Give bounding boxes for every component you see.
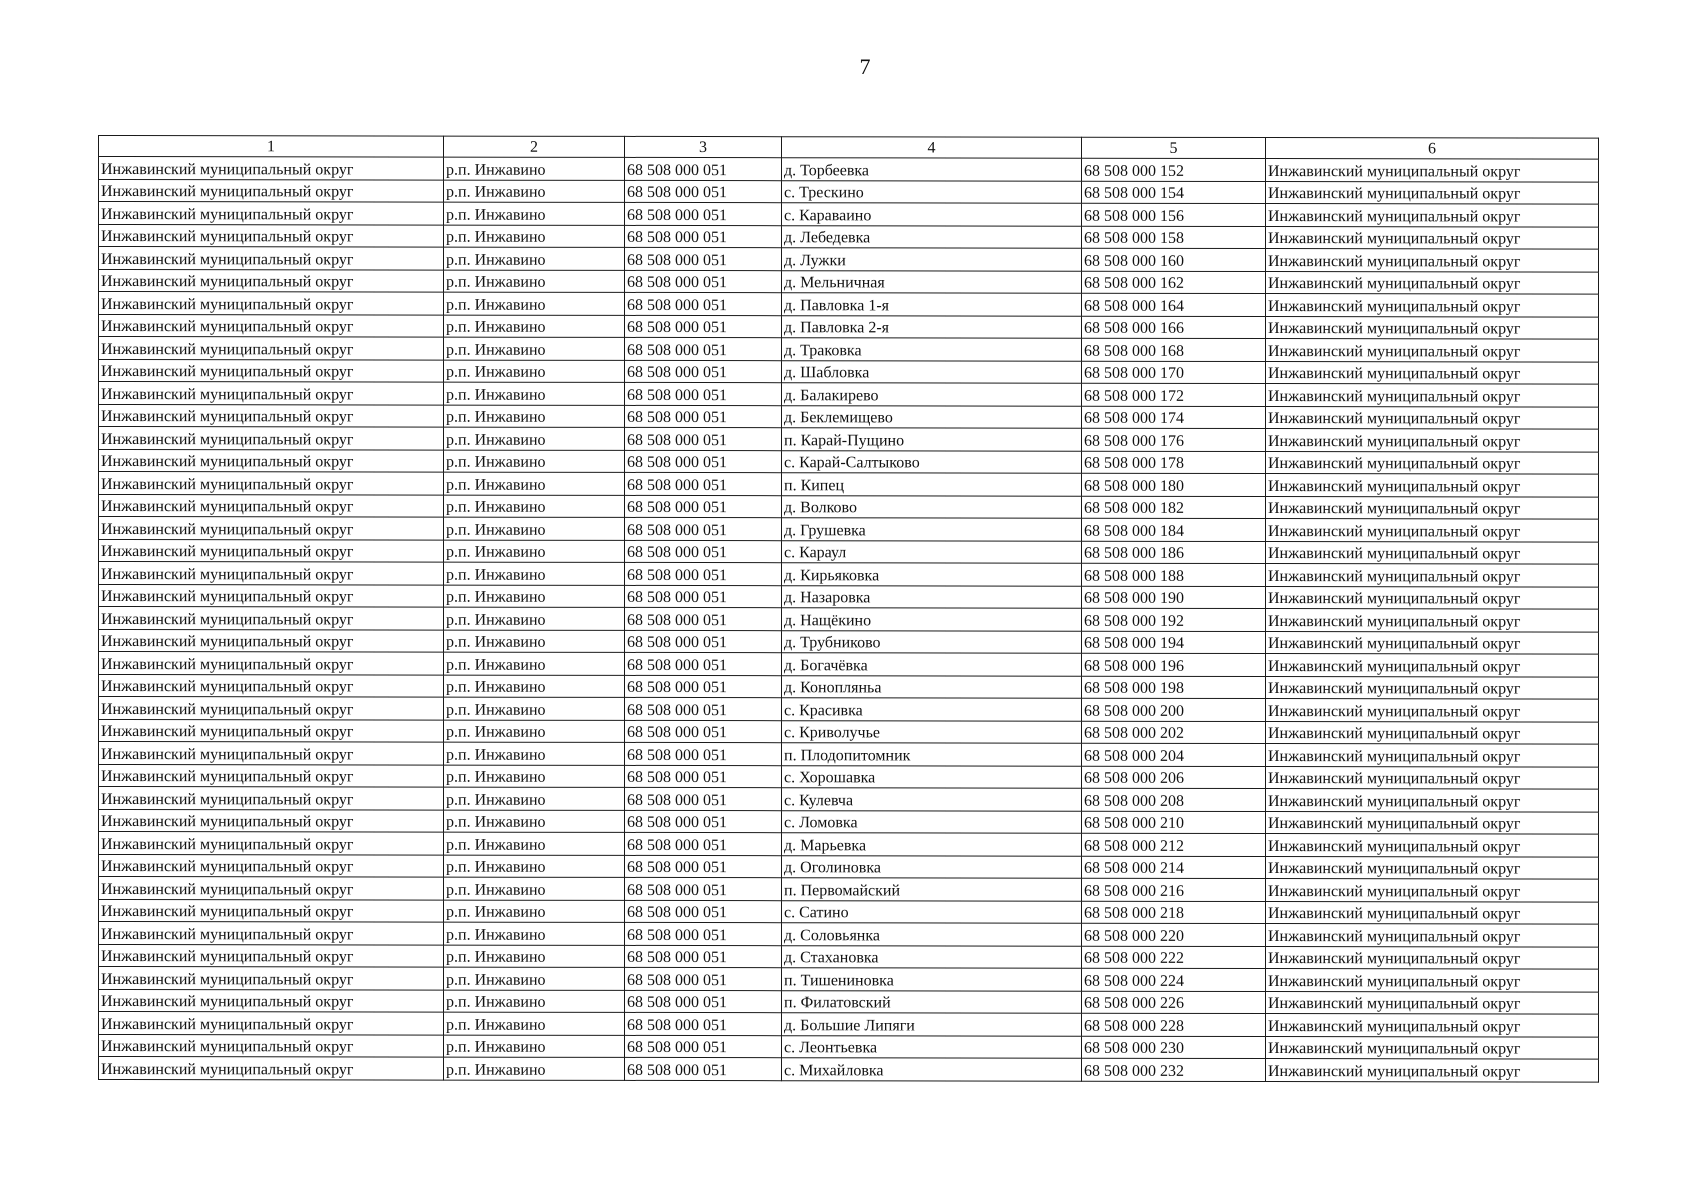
locality-cell: с. Карай-Салтыково xyxy=(782,450,1082,473)
municipal-district-cell: Инжавинский муниципальный округ xyxy=(99,584,444,607)
locality-code-cell: 68 508 000 204 xyxy=(1082,743,1266,766)
district-cell: Инжавинский муниципальный округ xyxy=(1266,924,1599,947)
municipal-district-cell: Инжавинский муниципальный округ xyxy=(99,539,444,562)
district-cell: Инжавинский муниципальный округ xyxy=(1266,339,1599,362)
municipal-district-cell: Инжавинский муниципальный округ xyxy=(99,247,444,270)
settlement-cell: р.п. Инжавино xyxy=(444,720,625,743)
locality-code-cell: 68 508 000 230 xyxy=(1082,1036,1266,1059)
locality-cell: д. Волково xyxy=(782,495,1082,518)
settlement-code-cell: 68 508 000 051 xyxy=(625,832,782,855)
municipal-district-cell: Инжавинский муниципальный округ xyxy=(99,854,444,877)
locality-cell: п. Тишениновка xyxy=(782,968,1082,991)
locality-cell: д. Павловка 2-я xyxy=(782,315,1082,338)
locality-code-cell: 68 508 000 186 xyxy=(1082,541,1266,564)
settlement-cell: р.п. Инжавино xyxy=(444,292,625,315)
locality-code-cell: 68 508 000 194 xyxy=(1082,631,1266,654)
locality-cell: с. Трескино xyxy=(782,180,1082,203)
table-row xyxy=(99,1012,1599,1037)
municipal-district-cell: Инжавинский муниципальный округ xyxy=(99,742,444,765)
settlement-cell: р.п. Инжавино xyxy=(444,270,625,293)
table-row xyxy=(99,809,1599,834)
locality-cell: д. Конопляньа xyxy=(782,675,1082,698)
settlement-cell: р.п. Инжавино xyxy=(444,607,625,630)
locality-cell: д. Лебедевка xyxy=(782,225,1082,248)
table-row xyxy=(99,944,1599,969)
settlement-cell: р.п. Инжавино xyxy=(444,427,625,450)
locality-cell: д. Марьевка xyxy=(782,833,1082,856)
settlement-code-cell: 68 508 000 051 xyxy=(625,292,782,315)
settlement-cell: р.п. Инжавино xyxy=(444,540,625,563)
table-row xyxy=(99,742,1599,767)
locality-cell: д. Грушевка xyxy=(782,518,1082,541)
table-row xyxy=(99,719,1599,744)
table-row xyxy=(99,427,1599,452)
settlement-code-cell: 68 508 000 051 xyxy=(625,337,782,360)
column-header-2: 2 xyxy=(444,136,625,157)
district-cell: Инжавинский муниципальный округ xyxy=(1266,406,1599,429)
district-cell: Инжавинский муниципальный округ xyxy=(1266,249,1599,272)
locality-cell: д. Большие Липяги xyxy=(782,1013,1082,1036)
table-row xyxy=(99,472,1599,497)
locality-code-cell: 68 508 000 180 xyxy=(1082,473,1266,496)
header-row xyxy=(99,136,1599,160)
settlement-code-cell: 68 508 000 051 xyxy=(625,472,782,495)
district-cell: Инжавинский муниципальный округ xyxy=(1266,564,1599,587)
locality-cell: п. Карай-Пущино xyxy=(782,428,1082,451)
locality-cell: с. Криволучье xyxy=(782,720,1082,743)
municipal-district-cell: Инжавинский муниципальный округ xyxy=(99,517,444,540)
locality-cell: д. Беклемищево xyxy=(782,405,1082,428)
district-cell: Инжавинский муниципальный округ xyxy=(1266,946,1599,969)
district-cell: Инжавинский муниципальный округ xyxy=(1266,676,1599,699)
municipal-district-cell: Инжавинский муниципальный округ xyxy=(99,989,444,1012)
district-cell: Инжавинский муниципальный округ xyxy=(1266,811,1599,834)
table-row xyxy=(99,1057,1599,1082)
settlement-cell: р.п. Инжавино xyxy=(444,247,625,270)
locality-code-cell: 68 508 000 158 xyxy=(1082,226,1266,249)
settlement-code-cell: 68 508 000 051 xyxy=(625,630,782,653)
locality-code-cell: 68 508 000 156 xyxy=(1082,203,1266,226)
settlement-code-cell: 68 508 000 051 xyxy=(625,517,782,540)
locality-code-cell: 68 508 000 202 xyxy=(1082,721,1266,744)
municipal-district-cell: Инжавинский муниципальный округ xyxy=(99,674,444,697)
municipal-district-cell: Инжавинский муниципальный округ xyxy=(99,1012,444,1035)
district-cell: Инжавинский муниципальный округ xyxy=(1266,1059,1599,1082)
district-cell: Инжавинский муниципальный округ xyxy=(1266,204,1599,227)
table-row xyxy=(99,314,1599,339)
settlement-code-cell: 68 508 000 051 xyxy=(625,675,782,698)
table-row xyxy=(99,899,1599,924)
column-header-4: 4 xyxy=(782,137,1082,159)
column-header-1: 1 xyxy=(99,136,444,158)
table-row xyxy=(99,989,1599,1014)
table-row xyxy=(99,202,1599,227)
table-row xyxy=(99,157,1599,182)
locality-cell: с. Кулевча xyxy=(782,788,1082,811)
settlement-cell: р.п. Инжавино xyxy=(444,562,625,585)
locality-code-cell: 68 508 000 214 xyxy=(1082,856,1266,879)
table-row xyxy=(99,697,1599,722)
municipal-district-cell: Инжавинский муниципальный округ xyxy=(99,967,444,990)
locality-code-cell: 68 508 000 208 xyxy=(1082,788,1266,811)
district-cell: Инжавинский муниципальный округ xyxy=(1266,1036,1599,1059)
locality-code-cell: 68 508 000 164 xyxy=(1082,293,1266,316)
settlement-code-cell: 68 508 000 051 xyxy=(625,405,782,428)
table-row xyxy=(99,584,1599,609)
municipal-district-cell: Инжавинский муниципальный округ xyxy=(99,314,444,337)
district-cell: Инжавинский муниципальный округ xyxy=(1266,856,1599,879)
settlement-code-cell: 68 508 000 051 xyxy=(625,427,782,450)
settlement-code-cell: 68 508 000 051 xyxy=(625,1035,782,1058)
settlement-cell: р.п. Инжавино xyxy=(444,1012,625,1035)
table-header xyxy=(99,136,1599,160)
table-row xyxy=(99,247,1599,272)
district-cell: Инжавинский муниципальный округ xyxy=(1266,699,1599,722)
locality-code-cell: 68 508 000 170 xyxy=(1082,361,1266,384)
municipal-district-cell: Инжавинский муниципальный округ xyxy=(99,427,444,450)
settlement-code-cell: 68 508 000 051 xyxy=(625,157,782,180)
locality-code-cell: 68 508 000 184 xyxy=(1082,518,1266,541)
locality-cell: д. Мельничная xyxy=(782,270,1082,293)
district-cell: Инжавинский муниципальный округ xyxy=(1266,879,1599,902)
district-cell: Инжавинский муниципальный округ xyxy=(1266,834,1599,857)
district-cell: Инжавинский муниципальный округ xyxy=(1266,541,1599,564)
table-row xyxy=(99,539,1599,564)
settlement-cell: р.п. Инжавино xyxy=(444,315,625,338)
settlement-cell: р.п. Инжавино xyxy=(444,652,625,675)
settlement-code-cell: 68 508 000 051 xyxy=(625,900,782,923)
settlement-cell: р.п. Инжавино xyxy=(444,450,625,473)
table-row xyxy=(99,922,1599,947)
locality-cell: с. Ломовка xyxy=(782,810,1082,833)
table-row xyxy=(99,764,1599,789)
locality-cell: с. Хорошавка xyxy=(782,765,1082,788)
settlement-cell: р.п. Инжавино xyxy=(444,1035,625,1058)
settlement-code-cell: 68 508 000 051 xyxy=(625,540,782,563)
settlement-code-cell: 68 508 000 051 xyxy=(625,382,782,405)
table-row xyxy=(99,404,1599,429)
locality-cell: с. Красивка xyxy=(782,698,1082,721)
table-body xyxy=(99,157,1599,1082)
settlement-code-cell: 68 508 000 051 xyxy=(625,585,782,608)
table-row xyxy=(99,787,1599,812)
settlement-code-cell: 68 508 000 051 xyxy=(625,1012,782,1035)
locality-code-cell: 68 508 000 178 xyxy=(1082,451,1266,474)
locality-cell: д. Назаровка xyxy=(782,585,1082,608)
locality-cell: д. Торбеевка xyxy=(782,158,1082,181)
municipal-district-cell: Инжавинский муниципальный округ xyxy=(99,269,444,292)
settlement-code-cell: 68 508 000 051 xyxy=(625,562,782,585)
settlement-cell: р.п. Инжавино xyxy=(444,585,625,608)
district-cell: Инжавинский муниципальный округ xyxy=(1266,496,1599,519)
settlement-cell: р.п. Инжавино xyxy=(444,742,625,765)
municipal-district-cell: Инжавинский муниципальный округ xyxy=(99,449,444,472)
table-row xyxy=(99,607,1599,632)
table-row xyxy=(99,517,1599,542)
locality-code-cell: 68 508 000 206 xyxy=(1082,766,1266,789)
table-row xyxy=(99,269,1599,294)
locality-code-cell: 68 508 000 218 xyxy=(1082,901,1266,924)
municipal-district-cell: Инжавинский муниципальный округ xyxy=(99,607,444,630)
locality-cell: д. Богачёвка xyxy=(782,653,1082,676)
locality-code-cell: 68 508 000 182 xyxy=(1082,496,1266,519)
locality-code-cell: 68 508 000 152 xyxy=(1082,158,1266,181)
settlement-code-cell: 68 508 000 051 xyxy=(625,360,782,383)
settlement-cell: р.п. Инжавино xyxy=(444,697,625,720)
locality-code-cell: 68 508 000 226 xyxy=(1082,991,1266,1014)
district-cell: Инжавинский муниципальный округ xyxy=(1266,474,1599,497)
settlement-cell: р.п. Инжавино xyxy=(444,360,625,383)
locality-code-cell: 68 508 000 198 xyxy=(1082,676,1266,699)
locality-cell: д. Лужки xyxy=(782,248,1082,271)
district-cell: Инжавинский муниципальный округ xyxy=(1266,226,1599,249)
table-row xyxy=(99,877,1599,902)
settlement-cell: р.п. Инжавино xyxy=(444,180,625,203)
municipal-district-cell: Инжавинский муниципальный округ xyxy=(99,899,444,922)
settlement-cell: р.п. Инжавино xyxy=(444,202,625,225)
locality-cell: д. Кирьяковка xyxy=(782,563,1082,586)
municipal-district-cell: Инжавинский муниципальный округ xyxy=(99,944,444,967)
table-row xyxy=(99,629,1599,654)
settlement-cell: р.п. Инжавино xyxy=(444,472,625,495)
settlement-cell: р.п. Инжавино xyxy=(444,855,625,878)
locality-code-cell: 68 508 000 160 xyxy=(1082,248,1266,271)
settlement-code-cell: 68 508 000 051 xyxy=(625,810,782,833)
district-cell: Инжавинский муниципальный округ xyxy=(1266,654,1599,677)
municipal-district-cell: Инжавинский муниципальный округ xyxy=(99,787,444,810)
settlement-cell: р.п. Инжавино xyxy=(444,922,625,945)
settlement-cell: р.п. Инжавино xyxy=(444,517,625,540)
table-row xyxy=(99,382,1599,407)
municipal-district-cell: Инжавинский муниципальный округ xyxy=(99,359,444,382)
district-cell: Инжавинский муниципальный округ xyxy=(1266,721,1599,744)
settlement-cell: р.п. Инжавино xyxy=(444,945,625,968)
municipal-district-cell: Инжавинский муниципальный округ xyxy=(99,292,444,315)
municipal-district-cell: Инжавинский муниципальный округ xyxy=(99,764,444,787)
locality-cell: д. Стахановка xyxy=(782,945,1082,968)
locality-code-cell: 68 508 000 232 xyxy=(1082,1058,1266,1081)
settlement-code-cell: 68 508 000 051 xyxy=(625,877,782,900)
municipal-district-cell: Инжавинский муниципальный округ xyxy=(99,472,444,495)
municipal-district-cell: Инжавинский муниципальный округ xyxy=(99,877,444,900)
locality-cell: д. Нащёкино xyxy=(782,608,1082,631)
locality-code-cell: 68 508 000 166 xyxy=(1082,316,1266,339)
table-row xyxy=(99,359,1599,384)
settlement-code-cell: 68 508 000 051 xyxy=(625,765,782,788)
district-cell: Инжавинский муниципальный округ xyxy=(1266,429,1599,452)
settlement-code-cell: 68 508 000 051 xyxy=(625,990,782,1013)
table-row xyxy=(99,1034,1599,1059)
municipal-district-cell: Инжавинский муниципальный округ xyxy=(99,224,444,247)
municipal-district-cell: Инжавинский муниципальный округ xyxy=(99,179,444,202)
settlement-cell: р.п. Инжавино xyxy=(444,382,625,405)
settlement-code-cell: 68 508 000 051 xyxy=(625,652,782,675)
locality-code-cell: 68 508 000 224 xyxy=(1082,968,1266,991)
locality-cell: п. Филатовский xyxy=(782,990,1082,1013)
settlement-cell: р.п. Инжавино xyxy=(444,675,625,698)
district-cell: Инжавинский муниципальный округ xyxy=(1266,1014,1599,1037)
locality-code-cell: 68 508 000 174 xyxy=(1082,406,1266,429)
district-cell: Инжавинский муниципальный округ xyxy=(1266,271,1599,294)
municipal-district-cell: Инжавинский муниципальный округ xyxy=(99,832,444,855)
table-row xyxy=(99,832,1599,857)
settlement-code-cell: 68 508 000 051 xyxy=(625,922,782,945)
municipal-district-cell: Инжавинский муниципальный округ xyxy=(99,404,444,427)
settlement-code-cell: 68 508 000 051 xyxy=(625,787,782,810)
municipal-district-cell: Инжавинский муниципальный округ xyxy=(99,1034,444,1057)
settlement-code-cell: 68 508 000 051 xyxy=(625,742,782,765)
table-row xyxy=(99,494,1599,519)
settlement-cell: р.п. Инжавино xyxy=(444,337,625,360)
settlement-code-cell: 68 508 000 051 xyxy=(625,967,782,990)
district-cell: Инжавинский муниципальный округ xyxy=(1266,316,1599,339)
district-cell: Инжавинский муниципальный округ xyxy=(1266,361,1599,384)
municipal-district-cell: Инжавинский муниципальный округ xyxy=(99,157,444,180)
settlement-cell: р.п. Инжавино xyxy=(444,225,625,248)
settlement-code-cell: 68 508 000 051 xyxy=(625,450,782,473)
district-cell: Инжавинский муниципальный округ xyxy=(1266,609,1599,632)
column-header-6: 6 xyxy=(1266,138,1599,160)
locality-cell: п. Кипец xyxy=(782,473,1082,496)
district-cell: Инжавинский муниципальный округ xyxy=(1266,159,1599,182)
district-cell: Инжавинский муниципальный округ xyxy=(1266,789,1599,812)
locality-cell: с. Сатино xyxy=(782,900,1082,923)
settlement-cell: р.п. Инжавино xyxy=(444,157,625,180)
settlement-cell: р.п. Инжавино xyxy=(444,832,625,855)
locality-cell: п. Плодопитомник xyxy=(782,743,1082,766)
district-cell: Инжавинский муниципальный округ xyxy=(1266,451,1599,474)
district-cell: Инжавинский муниципальный округ xyxy=(1266,969,1599,992)
settlement-code-cell: 68 508 000 051 xyxy=(625,495,782,518)
locality-code-cell: 68 508 000 162 xyxy=(1082,271,1266,294)
settlement-cell: р.п. Инжавино xyxy=(444,495,625,518)
municipal-district-cell: Инжавинский муниципальный округ xyxy=(99,562,444,585)
table-row xyxy=(99,224,1599,249)
locality-cell: д. Трубниково xyxy=(782,630,1082,653)
settlement-cell: р.п. Инжавино xyxy=(444,967,625,990)
locality-cell: д. Оголиновка xyxy=(782,855,1082,878)
locality-code-cell: 68 508 000 212 xyxy=(1082,833,1266,856)
locality-cell: д. Шабловка xyxy=(782,360,1082,383)
locality-code-cell: 68 508 000 222 xyxy=(1082,946,1266,969)
municipal-district-cell: Инжавинский муниципальный округ xyxy=(99,652,444,675)
district-cell: Инжавинский муниципальный округ xyxy=(1266,766,1599,789)
table-row xyxy=(99,674,1599,699)
municipal-district-cell: Инжавинский муниципальный округ xyxy=(99,922,444,945)
column-header-3: 3 xyxy=(625,136,782,157)
locality-code-cell: 68 508 000 220 xyxy=(1082,923,1266,946)
municipal-district-cell: Инжавинский муниципальный округ xyxy=(99,809,444,832)
settlement-cell: р.п. Инжавино xyxy=(444,787,625,810)
locality-code-cell: 68 508 000 228 xyxy=(1082,1013,1266,1036)
district-cell: Инжавинский муниципальный округ xyxy=(1266,991,1599,1014)
locality-code-cell: 68 508 000 196 xyxy=(1082,653,1266,676)
locality-code-cell: 68 508 000 216 xyxy=(1082,878,1266,901)
district-cell: Инжавинский муниципальный округ xyxy=(1266,901,1599,924)
settlement-code-cell: 68 508 000 051 xyxy=(625,697,782,720)
municipal-district-cell: Инжавинский муниципальный округ xyxy=(99,1057,444,1080)
district-cell: Инжавинский муниципальный округ xyxy=(1266,519,1599,542)
municipal-district-cell: Инжавинский муниципальный округ xyxy=(99,337,444,360)
district-cell: Инжавинский муниципальный округ xyxy=(1266,586,1599,609)
locality-code-cell: 68 508 000 192 xyxy=(1082,608,1266,631)
table-row xyxy=(99,449,1599,474)
district-cell: Инжавинский муниципальный округ xyxy=(1266,744,1599,767)
settlement-code-cell: 68 508 000 051 xyxy=(625,225,782,248)
settlements-table xyxy=(98,135,1599,1082)
settlement-code-cell: 68 508 000 051 xyxy=(625,247,782,270)
settlement-code-cell: 68 508 000 051 xyxy=(625,202,782,225)
locality-code-cell: 68 508 000 210 xyxy=(1082,811,1266,834)
settlement-code-cell: 68 508 000 051 xyxy=(625,180,782,203)
settlement-cell: р.п. Инжавино xyxy=(444,900,625,923)
settlement-code-cell: 68 508 000 051 xyxy=(625,315,782,338)
locality-cell: д. Соловьянка xyxy=(782,923,1082,946)
locality-cell: с. Караваино xyxy=(782,203,1082,226)
settlement-code-cell: 68 508 000 051 xyxy=(625,720,782,743)
locality-code-cell: 68 508 000 188 xyxy=(1082,563,1266,586)
municipal-district-cell: Инжавинский муниципальный округ xyxy=(99,719,444,742)
locality-cell: д. Траковка xyxy=(782,338,1082,361)
locality-code-cell: 68 508 000 168 xyxy=(1082,338,1266,361)
settlement-cell: р.п. Инжавино xyxy=(444,990,625,1013)
settlement-cell: р.п. Инжавино xyxy=(444,1057,625,1080)
settlement-cell: р.п. Инжавино xyxy=(444,810,625,833)
municipal-district-cell: Инжавинский муниципальный округ xyxy=(99,629,444,652)
table-row xyxy=(99,179,1599,204)
locality-code-cell: 68 508 000 200 xyxy=(1082,698,1266,721)
locality-cell: п. Первомайский xyxy=(782,878,1082,901)
table-row xyxy=(99,337,1599,362)
table-row xyxy=(99,967,1599,992)
municipal-district-cell: Инжавинский муниципальный округ xyxy=(99,494,444,517)
locality-cell: с. Михайловка xyxy=(782,1058,1082,1081)
table-row xyxy=(99,854,1599,879)
municipal-district-cell: Инжавинский муниципальный округ xyxy=(99,202,444,225)
locality-cell: с. Леонтьевка xyxy=(782,1035,1082,1058)
table-row xyxy=(99,652,1599,677)
table-row xyxy=(99,292,1599,317)
page-number: 7 xyxy=(859,54,871,79)
locality-code-cell: 68 508 000 172 xyxy=(1082,383,1266,406)
settlement-code-cell: 68 508 000 051 xyxy=(625,1057,782,1080)
settlement-code-cell: 68 508 000 051 xyxy=(625,855,782,878)
municipal-district-cell: Инжавинский муниципальный округ xyxy=(99,697,444,720)
settlement-code-cell: 68 508 000 051 xyxy=(625,607,782,630)
settlement-cell: р.п. Инжавино xyxy=(444,630,625,653)
locality-code-cell: 68 508 000 190 xyxy=(1082,586,1266,609)
settlement-code-cell: 68 508 000 051 xyxy=(625,945,782,968)
column-header-5: 5 xyxy=(1082,137,1266,158)
settlement-cell: р.п. Инжавино xyxy=(444,405,625,428)
settlement-cell: р.п. Инжавино xyxy=(444,765,625,788)
locality-code-cell: 68 508 000 176 xyxy=(1082,428,1266,451)
locality-cell: д. Павловка 1-я xyxy=(782,293,1082,316)
locality-cell: с. Караул xyxy=(782,540,1082,563)
district-cell: Инжавинский муниципальный округ xyxy=(1266,181,1599,204)
locality-cell: д. Балакирево xyxy=(782,383,1082,406)
district-cell: Инжавинский муниципальный округ xyxy=(1266,294,1599,317)
locality-code-cell: 68 508 000 154 xyxy=(1082,181,1266,204)
settlement-code-cell: 68 508 000 051 xyxy=(625,270,782,293)
table-row xyxy=(99,562,1599,587)
settlement-cell: р.п. Инжавино xyxy=(444,877,625,900)
district-cell: Инжавинский муниципальный округ xyxy=(1266,384,1599,407)
municipal-district-cell: Инжавинский муниципальный округ xyxy=(99,382,444,405)
district-cell: Инжавинский муниципальный округ xyxy=(1266,631,1599,654)
